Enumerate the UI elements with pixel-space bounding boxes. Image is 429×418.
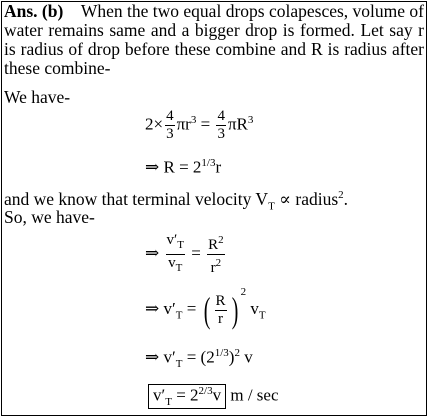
- answer-intro-text: When the two equal drops colapesces, volume of water remains same and a bigger drop is formed. Let say r is radius of drop before these combine and R is radius after these combine-: [4, 1, 424, 78]
- equation-radius: ⇒ $R = 2^{1/3}r$: [145, 157, 222, 177]
- equation-ratio: ⇒ $\frac{v'_T}{v_T}$ = $\frac{R^2}{r^2}$: [145, 232, 224, 276]
- fraction-four-thirds: $\frac{4}{3}$: [166, 108, 174, 142]
- terminal-velocity-statement: and we know that terminal velocity $V_T$ ∝ radius$^2$.: [4, 188, 349, 213]
- equation-vt-prime-substituted: ⇒ $v'_T = (2^{1/3})^2$ v: [145, 347, 253, 371]
- final-answer: $v'_T = 2^{2/3}v$ m / sec: [148, 384, 279, 409]
- answer-intro: [4, 2, 424, 78]
- answer-label: Ans. (b): [4, 1, 64, 21]
- we-have-label: We have-: [4, 87, 71, 107]
- final-answer-box: $v'_T = 2^{2/3}v$: [148, 384, 226, 409]
- fraction-four-thirds-right: $\frac{4}{3}$: [217, 108, 225, 142]
- equation-volume: 2× $\frac{4}{3}$ $\pi r^3$ = $\frac{4}{3}$ $\pi R^3$: [145, 108, 254, 142]
- so-we-have-label: So, we have-: [4, 207, 95, 227]
- equation-vt-prime: ⇒ $v'_T$ = ( $\frac{R}{r}$ ) $^2$ $v_T$: [145, 286, 266, 330]
